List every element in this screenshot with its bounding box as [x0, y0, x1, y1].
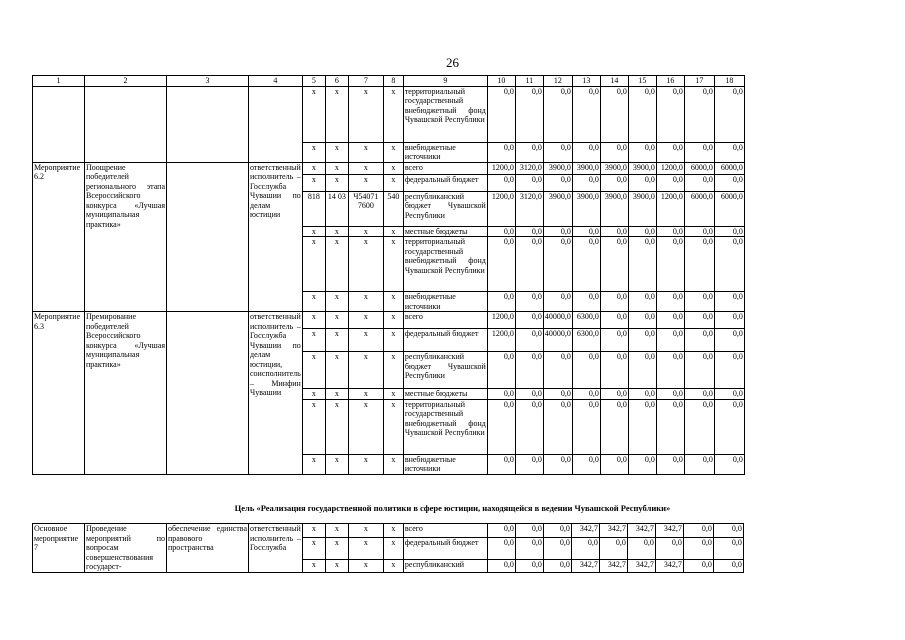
amount-cell: 0,0 [656, 389, 684, 400]
amount-cell: 3120,0 [515, 162, 543, 174]
column-number-cell: 17 [684, 76, 714, 87]
amount-cell: 0,0 [714, 237, 744, 292]
budget-code-cell-5: x [302, 524, 325, 538]
funding-source-cell: федеральный бюджет [403, 538, 487, 560]
amount-cell: 0,0 [487, 454, 515, 474]
amount-cell: 0,0 [628, 312, 656, 329]
budget-code-cell-5: x [302, 352, 325, 389]
amount-cell: 0,0 [543, 142, 572, 162]
amount-cell: 0,0 [713, 560, 743, 572]
amount-cell: 0,0 [628, 226, 656, 237]
funding-source-cell: территориальный государственный внебюджетный фонд Чувашской Республики [403, 86, 487, 142]
column-number-cell: 15 [628, 76, 656, 87]
amount-cell: 1200,0 [487, 191, 515, 226]
amount-cell: 0,0 [684, 142, 714, 162]
related-task-cell [167, 162, 249, 312]
amount-cell: 0,0 [487, 399, 515, 454]
budget-code-cell-5: x [302, 312, 325, 329]
budget-code-cell-7: x [348, 237, 383, 292]
amount-cell: 0,0 [628, 174, 656, 191]
budget-code-cell-6: x [325, 86, 348, 142]
budget-code-cell-7: x [348, 86, 383, 142]
amount-cell: 0,0 [543, 292, 572, 312]
budget-code-cell-8: x [383, 174, 403, 191]
budget-code-cell-8: x [383, 237, 403, 292]
amount-cell: 1200,0 [656, 162, 684, 174]
amount-cell: 0,0 [628, 454, 656, 474]
funding-source-cell: федеральный бюджет [403, 174, 487, 191]
budget-code-cell-8: x [383, 399, 403, 454]
amount-cell: 0,0 [515, 524, 543, 538]
amount-cell: 0,0 [487, 237, 515, 292]
amount-cell: 0,0 [600, 142, 628, 162]
budget-code-cell-5: x [302, 142, 325, 162]
budget-code-cell-8: x [383, 312, 403, 329]
amount-cell: 0,0 [515, 389, 543, 400]
amount-cell: 6000,0 [684, 191, 714, 226]
amount-cell: 0,0 [628, 86, 656, 142]
amount-cell: 40000,0 [543, 329, 572, 352]
budget-code-cell-6: x [325, 560, 348, 572]
budget-code-cell-8: x [383, 162, 403, 174]
column-number-cell: 1 [33, 76, 85, 87]
amount-cell: 0,0 [656, 292, 684, 312]
amount-cell: 0,0 [543, 399, 572, 454]
amount-cell: 0,0 [543, 538, 571, 560]
amount-cell: 0,0 [515, 329, 543, 352]
funding-source-cell: республиканский бюджет Чувашской Республики [403, 352, 487, 389]
amount-cell: 40000,0 [543, 312, 572, 329]
amount-cell: 0,0 [572, 237, 600, 292]
budget-code-cell-5: x [302, 292, 325, 312]
amount-cell: 3900,0 [600, 191, 628, 226]
amount-cell: 0,0 [487, 226, 515, 237]
budget-code-cell-7: x [348, 389, 383, 400]
amount-cell: 0,0 [627, 538, 655, 560]
budget-code-cell-6: x [325, 237, 348, 292]
budget-code-cell-6: x [325, 312, 348, 329]
budget-code-cell-8: x [383, 560, 403, 572]
amount-cell: 0,0 [684, 174, 714, 191]
amount-cell: 0,0 [543, 174, 572, 191]
amount-cell: 0,0 [543, 524, 571, 538]
column-number-cell: 12 [543, 76, 572, 87]
amount-cell: 0,0 [714, 399, 744, 454]
amount-cell: 0,0 [656, 142, 684, 162]
amount-cell: 0,0 [714, 142, 744, 162]
activity-name-cell: Премирование победителей Всероссийского конкурса «Лучшая муниципальная практика» [85, 312, 167, 475]
amount-cell: 0,0 [713, 524, 743, 538]
amount-cell: 0,0 [628, 399, 656, 454]
budget-code-cell-6: 14 03 [325, 191, 348, 226]
amount-cell: 0,0 [656, 312, 684, 329]
column-number-cell: 4 [249, 76, 303, 87]
amount-cell: 0,0 [656, 237, 684, 292]
amount-cell: 0,0 [572, 174, 600, 191]
budget-code-cell-5: x [302, 560, 325, 572]
amount-cell: 0,0 [543, 389, 572, 400]
funding-source-cell: республиканский [403, 560, 487, 572]
amount-cell: 0,0 [656, 86, 684, 142]
amount-cell: 0,0 [572, 292, 600, 312]
amount-cell: 0,0 [600, 174, 628, 191]
amount-cell: 342,7 [627, 524, 655, 538]
budget-code-cell-8: x [383, 389, 403, 400]
amount-cell: 0,0 [487, 292, 515, 312]
budget-code-cell-6: x [325, 454, 348, 474]
budget-code-cell-6: x [325, 142, 348, 162]
amount-cell: 0,0 [572, 399, 600, 454]
related-task-cell: обеспечение единства правового пространства [167, 524, 249, 573]
amount-cell: 6000,0 [714, 162, 744, 174]
responsible-executor-cell: ответственный исполнитель – Госслужба [249, 524, 303, 573]
budget-code-cell-5: x [302, 237, 325, 292]
budget-code-cell-5: 818 [302, 191, 325, 226]
budget-code-cell-8: x [383, 454, 403, 474]
activity-name-cell: Поощрение победителей регионального этапа Всероссийского конкурса «Лучшая муниципальная практика» [85, 162, 167, 312]
budget-code-cell-6: x [325, 352, 348, 389]
funding-source-cell: внебюджетные источники [403, 142, 487, 162]
budget-code-cell-7: x [348, 399, 383, 454]
amount-cell: 342,7 [599, 524, 627, 538]
funding-source-cell: территориальный государственный внебюджетный фонд Чувашской Республики [403, 399, 487, 454]
budget-code-cell-6: x [325, 538, 348, 560]
budget-code-cell-7: x [348, 352, 383, 389]
budget-code-cell-5: x [302, 162, 325, 174]
amount-cell: 0,0 [515, 399, 543, 454]
amount-cell: 6300,0 [572, 312, 600, 329]
column-number-cell: 16 [656, 76, 684, 87]
amount-cell: 0,0 [600, 292, 628, 312]
funding-source-cell: внебюджетные источники [403, 454, 487, 474]
amount-cell: 0,0 [684, 237, 714, 292]
budget-code-cell-8: x [383, 226, 403, 237]
amount-cell: 0,0 [655, 538, 683, 560]
amount-cell: 0,0 [515, 142, 543, 162]
budget-table [32, 75, 745, 475]
amount-cell: 0,0 [515, 237, 543, 292]
amount-cell: 0,0 [543, 352, 572, 389]
funding-source-cell: федеральный бюджет [403, 329, 487, 352]
amount-cell: 0,0 [714, 312, 744, 329]
amount-cell: 0,0 [515, 352, 543, 389]
budget-code-cell-8: x [383, 524, 403, 538]
amount-cell: 0,0 [572, 389, 600, 400]
table-row [33, 86, 745, 142]
budget-code-cell-6: x [325, 389, 348, 400]
amount-cell: 0,0 [714, 329, 744, 352]
budget-code-cell-7: x [348, 454, 383, 474]
amount-cell: 3900,0 [628, 162, 656, 174]
responsible-executor-cell: ответственный исполнитель – Госслужба Чувашии по делам юстиции, соисполнитель – Минфин Чувашии [249, 312, 303, 475]
column-number-cell: 13 [572, 76, 600, 87]
amount-cell: 0,0 [515, 86, 543, 142]
amount-cell: 3900,0 [543, 191, 572, 226]
amount-cell: 342,7 [571, 524, 599, 538]
amount-cell: 0,0 [628, 292, 656, 312]
budget-code-cell-6: x [325, 226, 348, 237]
budget-code-cell-6: x [325, 524, 348, 538]
budget-code-cell-5: x [302, 174, 325, 191]
table-row [33, 162, 745, 174]
table-row [33, 312, 745, 329]
amount-cell: 0,0 [515, 538, 543, 560]
amount-cell: 0,0 [683, 538, 713, 560]
related-task-cell [167, 86, 249, 162]
budget-code-cell-8: x [383, 292, 403, 312]
budget-code-cell-5: x [302, 389, 325, 400]
budget-code-cell-7: x [348, 292, 383, 312]
amount-cell: 0,0 [684, 352, 714, 389]
amount-cell: 0,0 [628, 237, 656, 292]
amount-cell: 3120,0 [515, 191, 543, 226]
activity-number-cell [33, 86, 85, 162]
amount-cell: 342,7 [571, 560, 599, 572]
table-row [33, 524, 744, 538]
amount-cell: 3900,0 [572, 191, 600, 226]
budget-code-cell-7: x [348, 329, 383, 352]
amount-cell: 342,7 [627, 560, 655, 572]
column-number-cell: 18 [714, 76, 744, 87]
amount-cell: 3900,0 [628, 191, 656, 226]
amount-cell: 6000,0 [684, 162, 714, 174]
amount-cell: 0,0 [515, 312, 543, 329]
amount-cell: 0,0 [600, 454, 628, 474]
column-number-cell: 7 [348, 76, 383, 87]
amount-cell: 0,0 [571, 538, 599, 560]
amount-cell: 0,0 [600, 312, 628, 329]
budget-code-cell-5: x [302, 538, 325, 560]
activity-number-cell: Мероприятие 6.2 [33, 162, 85, 312]
amount-cell: 0,0 [684, 389, 714, 400]
amount-cell: 0,0 [515, 292, 543, 312]
responsible-executor-cell: ответственный исполнитель – Госслужба Чувашии по делам юстиции [249, 162, 303, 312]
amount-cell: 342,7 [655, 560, 683, 572]
budget-code-cell-6: x [325, 174, 348, 191]
funding-source-cell: всего [403, 312, 487, 329]
amount-cell: 0,0 [543, 454, 572, 474]
amount-cell: 0,0 [684, 329, 714, 352]
responsible-executor-cell [249, 86, 303, 162]
amount-cell: 0,0 [543, 86, 572, 142]
amount-cell: 0,0 [656, 226, 684, 237]
budget-code-cell-5: x [302, 226, 325, 237]
column-number-cell: 10 [487, 76, 515, 87]
budget-code-cell-8: x [383, 538, 403, 560]
amount-cell: 0,0 [600, 226, 628, 237]
funding-source-cell: всего [403, 524, 487, 538]
goal-heading: Цель «Реализация государственной политики в сфере юстиции, находящейся в ведении Чувашской Республики» [234, 503, 671, 513]
amount-cell: 0,0 [714, 292, 744, 312]
amount-cell: 0,0 [714, 389, 744, 400]
amount-cell: 0,0 [714, 86, 744, 142]
amount-cell: 0,0 [683, 524, 713, 538]
budget-code-cell-7: x [348, 142, 383, 162]
amount-cell: 6300,0 [572, 329, 600, 352]
amount-cell: 0,0 [487, 538, 515, 560]
amount-cell: 0,0 [543, 226, 572, 237]
budget-code-cell-7: x [348, 524, 383, 538]
amount-cell: 0,0 [713, 538, 743, 560]
amount-cell: 0,0 [714, 174, 744, 191]
budget-code-cell-8: x [383, 142, 403, 162]
budget-code-cell-7: x [348, 560, 383, 572]
amount-cell: 0,0 [515, 174, 543, 191]
amount-cell: 0,0 [683, 560, 713, 572]
funding-source-cell: всего [403, 162, 487, 174]
related-task-cell [167, 312, 249, 475]
amount-cell: 342,7 [655, 524, 683, 538]
amount-cell: 0,0 [487, 560, 515, 572]
amount-cell: 0,0 [684, 86, 714, 142]
page-number: 26 [446, 55, 459, 70]
funding-source-cell: территориальный государственный внебюджетный фонд Чувашской Республики [403, 237, 487, 292]
amount-cell: 1200,0 [487, 312, 515, 329]
amount-cell: 342,7 [599, 560, 627, 572]
budget-code-cell-5: x [302, 86, 325, 142]
budget-code-cell-8: x [383, 329, 403, 352]
amount-cell: 6000,0 [714, 191, 744, 226]
amount-cell: 0,0 [714, 352, 744, 389]
funding-source-cell: внебюджетные источники [403, 292, 487, 312]
activity-number-cell: Мероприятие 6.3 [33, 312, 85, 475]
amount-cell: 0,0 [487, 86, 515, 142]
amount-cell: 0,0 [684, 226, 714, 237]
amount-cell: 0,0 [515, 226, 543, 237]
amount-cell: 0,0 [515, 560, 543, 572]
amount-cell: 0,0 [600, 352, 628, 389]
amount-cell: 0,0 [487, 524, 515, 538]
amount-cell: 0,0 [684, 399, 714, 454]
amount-cell: 0,0 [684, 312, 714, 329]
amount-cell: 0,0 [600, 86, 628, 142]
column-number-cell: 5 [302, 76, 325, 87]
column-number-row [33, 76, 745, 87]
funding-source-cell: местные бюджеты [403, 389, 487, 400]
column-number-cell: 2 [85, 76, 167, 87]
funding-source-cell: местные бюджеты [403, 226, 487, 237]
amount-cell: 0,0 [656, 174, 684, 191]
budget-code-cell-7: x [348, 162, 383, 174]
budget-code-cell-6: x [325, 162, 348, 174]
amount-cell: 0,0 [543, 560, 571, 572]
amount-cell: 0,0 [656, 454, 684, 474]
amount-cell: 0,0 [714, 226, 744, 237]
amount-cell: 3900,0 [572, 162, 600, 174]
amount-cell: 0,0 [656, 399, 684, 454]
amount-cell: 0,0 [628, 352, 656, 389]
amount-cell: 0,0 [656, 352, 684, 389]
amount-cell: 0,0 [487, 389, 515, 400]
amount-cell: 0,0 [684, 292, 714, 312]
amount-cell: 0,0 [714, 454, 744, 474]
amount-cell: 0,0 [487, 142, 515, 162]
column-number-cell: 8 [383, 76, 403, 87]
amount-cell: 0,0 [487, 352, 515, 389]
budget-code-cell-7: x [348, 226, 383, 237]
budget-code-cell-6: x [325, 399, 348, 454]
budget-code-cell-6: x [325, 292, 348, 312]
budget-code-cell-5: x [302, 454, 325, 474]
amount-cell: 0,0 [572, 86, 600, 142]
amount-cell: 3900,0 [600, 162, 628, 174]
amount-cell: 0,0 [684, 454, 714, 474]
amount-cell: 0,0 [572, 454, 600, 474]
activity-name-cell: Проведение мероприятий по вопросам совершенствования государст- [86, 524, 165, 571]
amount-cell: 0,0 [572, 352, 600, 389]
budget-code-cell-7: x [348, 312, 383, 329]
amount-cell: 1200,0 [487, 162, 515, 174]
amount-cell: 0,0 [599, 538, 627, 560]
column-number-cell: 11 [515, 76, 543, 87]
budget-code-cell-7: x [348, 538, 383, 560]
budget-code-cell-7: x [348, 174, 383, 191]
budget-code-cell-8: x [383, 352, 403, 389]
amount-cell: 0,0 [600, 399, 628, 454]
amount-cell: 3900,0 [543, 162, 572, 174]
amount-cell: 0,0 [628, 389, 656, 400]
amount-cell: 0,0 [628, 329, 656, 352]
amount-cell: 0,0 [656, 329, 684, 352]
column-number-cell: 14 [600, 76, 628, 87]
amount-cell: 1200,0 [487, 329, 515, 352]
amount-cell: 0,0 [600, 329, 628, 352]
budget-table-continued [32, 523, 744, 573]
amount-cell: 0,0 [572, 142, 600, 162]
activity-name-cell [85, 86, 167, 162]
amount-cell: 0,0 [487, 174, 515, 191]
column-number-cell: 6 [325, 76, 348, 87]
activity-number-cell: Основное мероприятие 7 [33, 524, 85, 573]
budget-code-cell-5: x [302, 329, 325, 352]
amount-cell: 0,0 [628, 142, 656, 162]
amount-cell: 1200,0 [656, 191, 684, 226]
amount-cell: 0,0 [543, 237, 572, 292]
column-number-cell: 9 [403, 76, 487, 87]
budget-code-cell-6: x [325, 329, 348, 352]
budget-code-cell-7: Ч54071 7600 [348, 191, 383, 226]
column-number-cell: 3 [167, 76, 249, 87]
amount-cell: 0,0 [572, 226, 600, 237]
budget-code-cell-5: x [302, 399, 325, 454]
amount-cell: 0,0 [600, 389, 628, 400]
budget-code-cell-8: x [383, 86, 403, 142]
amount-cell: 0,0 [515, 454, 543, 474]
amount-cell: 0,0 [600, 237, 628, 292]
budget-code-cell-8: 540 [383, 191, 403, 226]
funding-source-cell: республиканский бюджет Чувашской Республики [403, 191, 487, 226]
